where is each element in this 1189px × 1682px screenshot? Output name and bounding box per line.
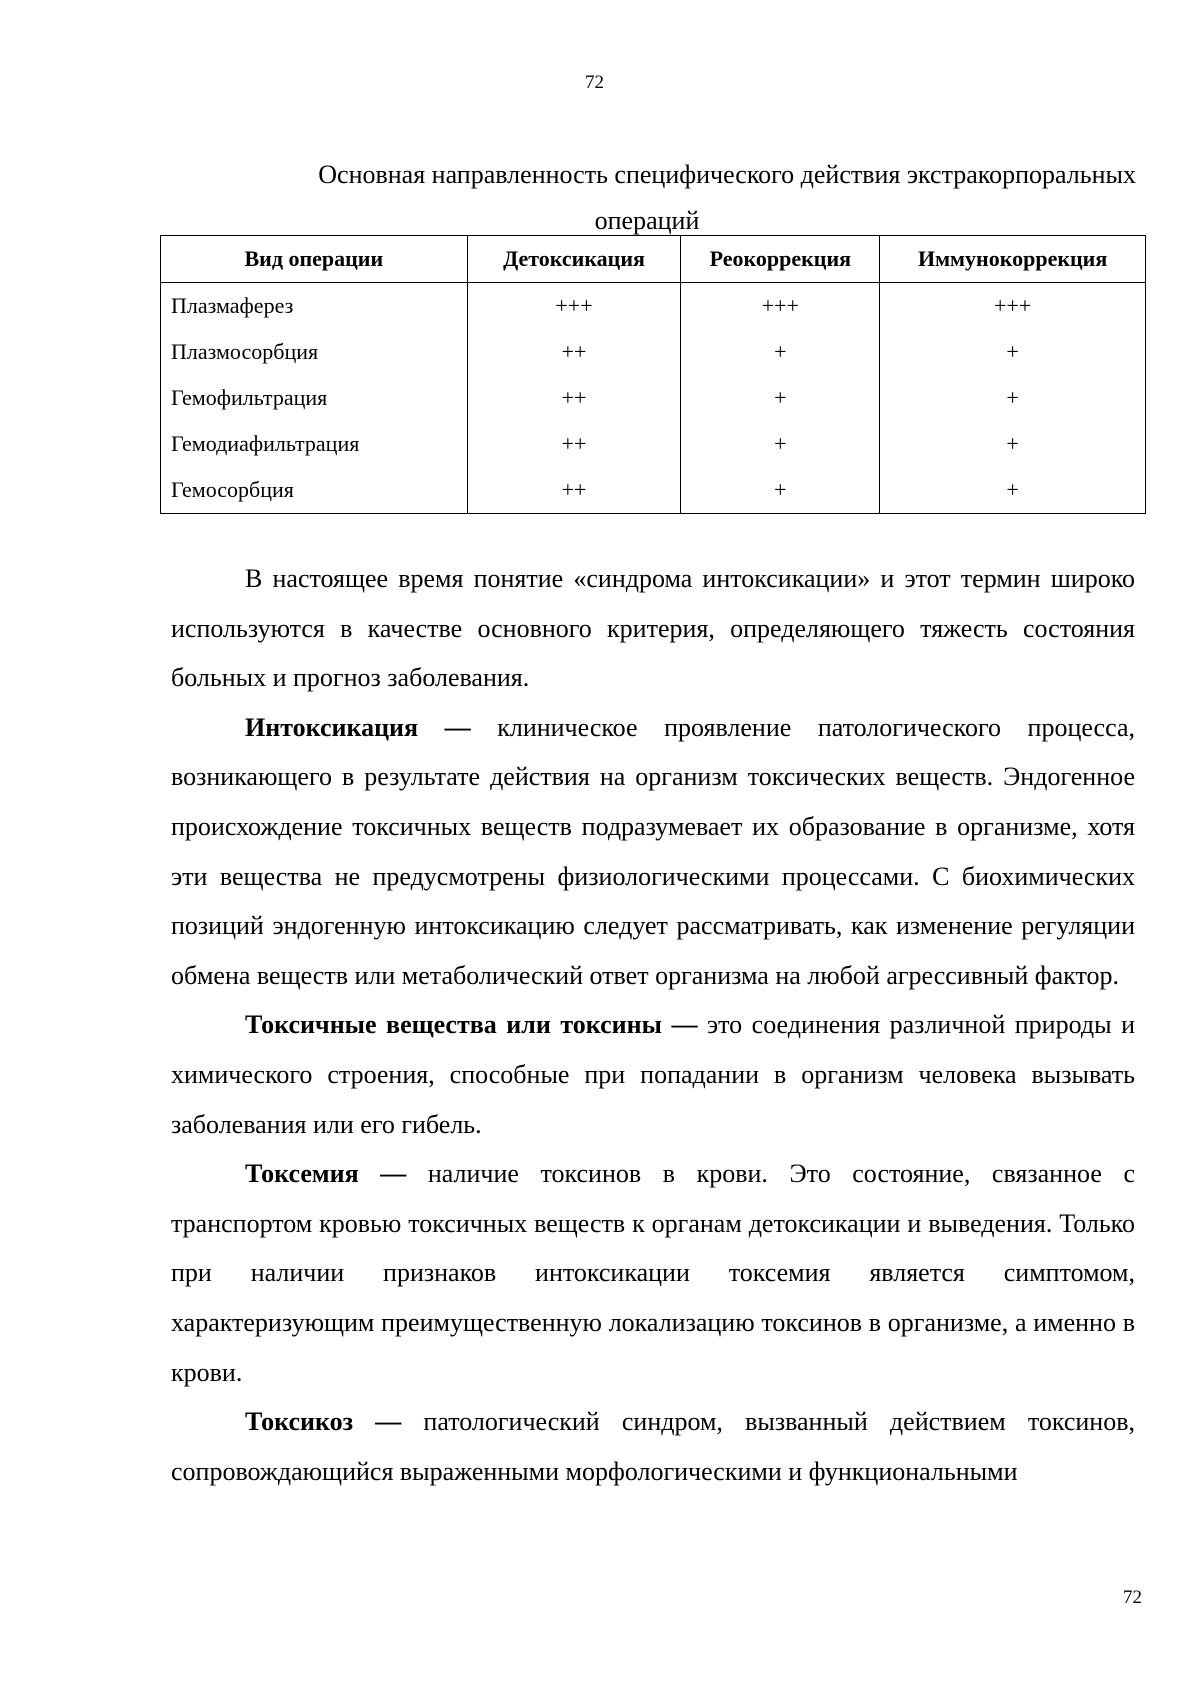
header-immunocorrection: Иммунокоррекция (880, 236, 1146, 283)
immuno-score: + (880, 421, 1146, 467)
table-row (161, 421, 1146, 467)
paragraph-text: клиническое проявление патологического процесса, возникающего в результате действия на организм токсических веществ. Эндогенное происхождение токсичных веществ подразумевает их образование в организме, хотя эти вещества не предусмотрены физиологическими процессами. С биохимических позиций эндогенную интоксикацию следует рассматривать, как изменение регуляции обмена веществ или метаболический ответ организма на любой агрессивный фактор. (171, 712, 1135, 990)
rheo-score: + (681, 375, 880, 421)
header-rheocorrection: Реокоррекция (681, 236, 880, 283)
table-row (161, 283, 1146, 330)
rheo-score: + (681, 467, 880, 514)
page-number-top: 72 (585, 72, 604, 93)
header-operation-type: Вид операции (161, 236, 468, 283)
term-toxins: Токсичные вещества или токсины — (245, 1010, 698, 1040)
term-toxemia: Токсемия — (245, 1159, 407, 1189)
operation-name: Гемофильтрация (161, 375, 468, 421)
operation-name: Плазмаферез (161, 283, 468, 330)
table-caption (222, 152, 1142, 244)
table-row (161, 467, 1146, 514)
paragraph-toxemia (171, 1149, 1135, 1397)
operations-table (160, 235, 1146, 514)
detox-score: ++ (467, 329, 681, 375)
table-caption-line-1: Основная направленность специфического действия экстракорпоральных (318, 160, 1136, 189)
rheo-score: + (681, 421, 880, 467)
table-caption-line-2: операций (594, 206, 700, 235)
term-intoxication: Интоксикация — (245, 712, 471, 742)
operation-name: Гемосорбция (161, 467, 468, 514)
paragraph-text: В настоящее время понятие «синдрома интоксикации» и этот термин широко используются в качестве основного критерия, определяющего тяжесть состояния больных и прогноз заболевания. (171, 564, 1135, 693)
rheo-score: + (681, 329, 880, 375)
immuno-score: + (880, 329, 1146, 375)
term-toxicosis: Токсикоз — (245, 1407, 402, 1437)
table-row (161, 375, 1146, 421)
operation-name: Плазмосорбция (161, 329, 468, 375)
detox-score: ++ (467, 421, 681, 467)
immuno-score: + (880, 375, 1146, 421)
rheo-score: +++ (681, 283, 880, 330)
immuno-score: +++ (880, 283, 1146, 330)
paragraph-intoxication (171, 703, 1135, 1001)
table-header-row (161, 236, 1146, 283)
immuno-score: + (880, 467, 1146, 514)
page-number-bottom: 72 (1123, 1587, 1142, 1608)
paragraph-text: наличие токсинов в крови. Это состояние, связанное с транспортом кровью токсичных веществ к органам детоксикации и выведения. Только при наличии признаков интоксикации токсемия является симптомом, характеризующим преимущественную локализацию токсинов в организме, а именно в крови. (171, 1159, 1135, 1387)
detox-score: +++ (467, 283, 681, 330)
header-detoxification: Детоксикация (467, 236, 681, 283)
paragraph-toxins (171, 1000, 1135, 1149)
detox-score: ++ (467, 467, 681, 514)
paragraph-text: патологический синдром, вызванный действием токсинов, сопровождающийся выраженными морфологическими и функциональными (171, 1407, 1135, 1486)
detox-score: ++ (467, 375, 681, 421)
paragraph-intro (171, 554, 1135, 703)
table-row (161, 329, 1146, 375)
body-text (171, 554, 1135, 1496)
paragraph-toxicosis (171, 1397, 1135, 1496)
paragraph-text: это соединения различной природы и химического строения, способные при попадании в организм человека вызывать заболевания или его гибель. (171, 1010, 1135, 1139)
operation-name: Гемодиафильтрация (161, 421, 468, 467)
